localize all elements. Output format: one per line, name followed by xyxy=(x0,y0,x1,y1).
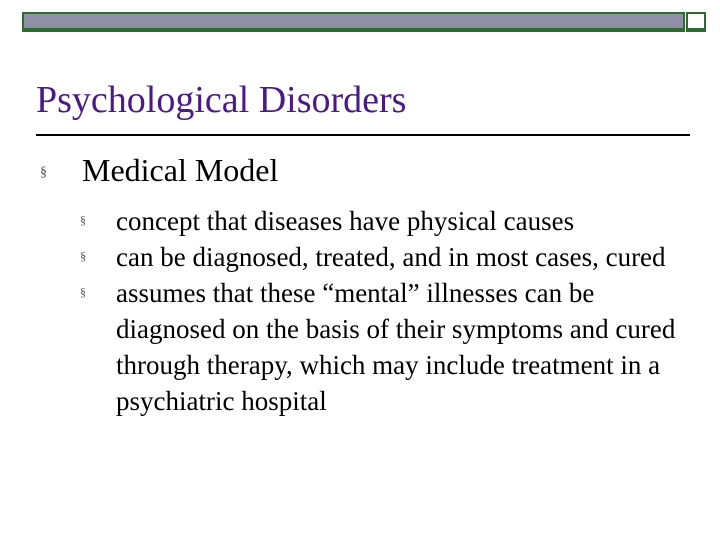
slide-title: Psychological Disorders xyxy=(36,79,407,121)
title-underline xyxy=(36,134,690,136)
bullet-level1-text: Medical Model xyxy=(82,152,279,188)
bullet-square-icon: § xyxy=(80,285,86,299)
bullet-level2-item xyxy=(80,239,680,275)
bullet-level2-list xyxy=(80,203,680,419)
bullet-level2-text: can be diagnosed, treated, and in most cases, cured xyxy=(116,242,666,272)
bullet-level2-item xyxy=(80,203,680,239)
top-decorative-square xyxy=(686,12,706,32)
bullet-level2-item xyxy=(80,275,680,419)
bullet-square-icon: § xyxy=(80,249,86,263)
bullet-level2-text: assumes that these “mental” illnesses can be diagnosed on the basis of their symptoms and cured through therapy, which may include treatment in a psychiatric hospital xyxy=(116,278,676,416)
bullet-square-icon: § xyxy=(40,165,47,180)
top-decorative-bar xyxy=(22,12,685,32)
bullet-level2-text: concept that diseases have physical causes xyxy=(116,206,575,236)
bullet-square-icon: § xyxy=(80,213,86,227)
